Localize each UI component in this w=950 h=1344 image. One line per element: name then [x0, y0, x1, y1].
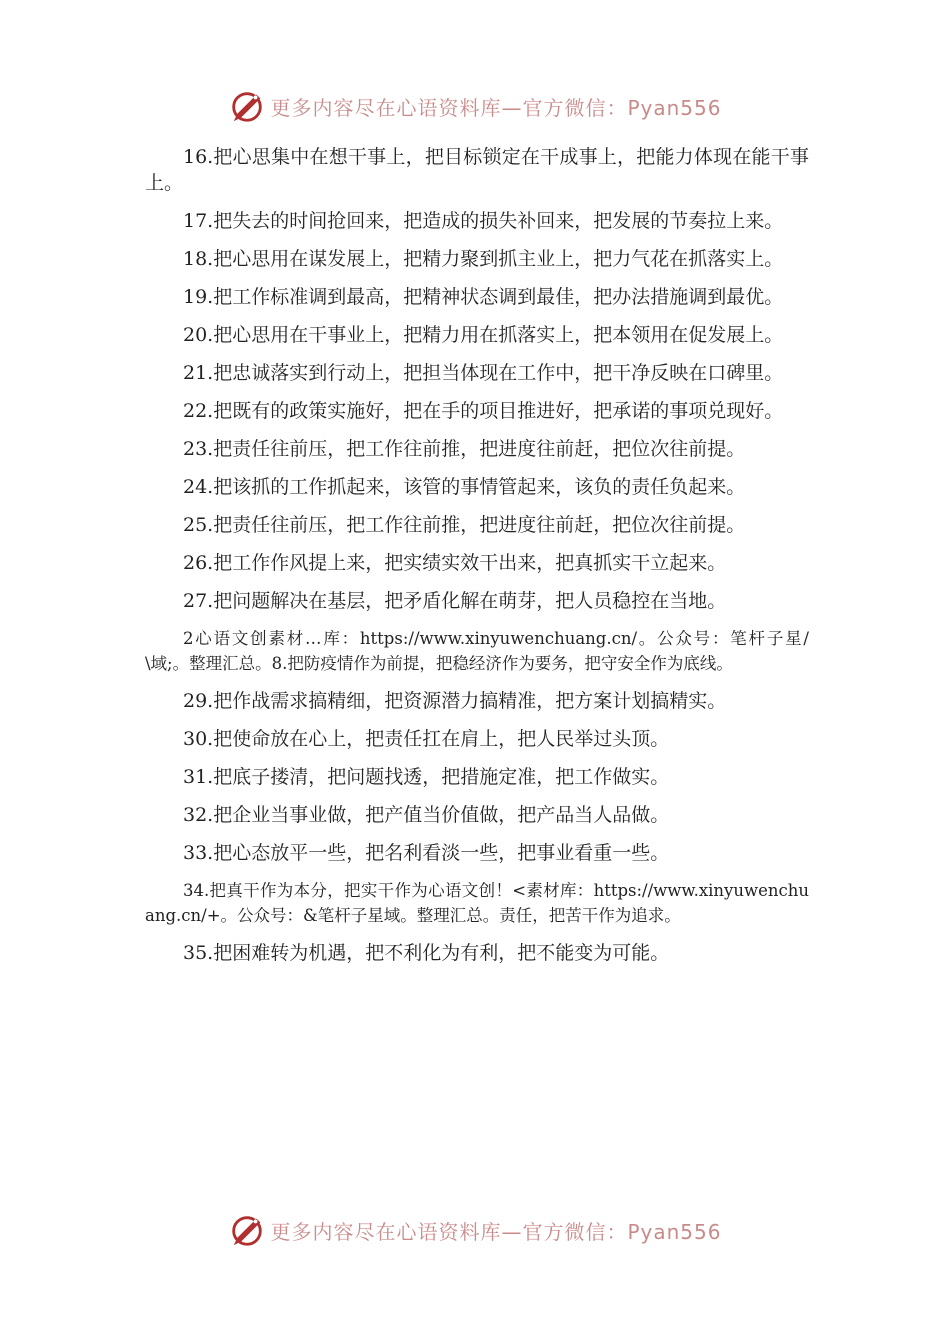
paragraph-26: 26.把工作作风提上来，把实绩实效干出来，把真抓实干立起来。: [183, 552, 727, 574]
paragraph-33: 33.把心态放平一些，把名利看淡一些，把事业看重一些。: [183, 842, 670, 864]
paragraph-19: 19.把工作标准调到最高，把精神状态调到最佳，把办法措施调到最优。: [183, 286, 784, 308]
pen-logo-icon: [228, 87, 266, 125]
header-banner: [0, 84, 950, 128]
paragraph-18: 18.把心思用在谋发展上，把精力聚到抓主业上，把力气花在抓落实上。: [183, 248, 784, 270]
paragraph-31: 31.把底子搂清，把问题找透，把措施定准，把工作做实。: [183, 766, 670, 788]
footer-banner: [0, 1208, 950, 1252]
paragraph-25: 25.把责任往前压，把工作往前推，把进度往前赶，把位次往前提。: [183, 514, 746, 536]
header-banner-text: 更多内容尽在心语资料库—官方微信：Pyan556: [270, 95, 722, 120]
paragraph-23: 23.把责任往前压，把工作往前推，把进度往前赶，把位次往前提。: [183, 438, 746, 460]
document-body: [145, 144, 809, 966]
paragraph-20: 20.把心思用在干事业上，把精力用在抓落实上，把本领用在促发展上。: [183, 324, 784, 346]
paragraph-16: 16.把心思集中在想干事上，把目标锁定在干成事上，把能力体现在能干事上。: [145, 146, 809, 194]
paragraph-21: 21.把忠诚落实到行动上，把担当体现在工作中，把干净反映在口碑里。: [183, 362, 784, 384]
paragraph-35: 35.把困难转为机遇，把不利化为有利，把不能变为可能。: [183, 942, 670, 964]
paragraph-27: 27.把问题解决在基层，把矛盾化解在萌芽，把人员稳控在当地。: [183, 590, 727, 612]
pen-logo-icon: [228, 1211, 266, 1249]
paragraph-32: 32.把企业当事业做，把产值当价值做，把产品当人品做。: [183, 804, 670, 826]
paragraph-24: 24.把该抓的工作抓起来，该管的事情管起来，该负的责任负起来。: [183, 476, 746, 498]
paragraph-34: 34.把真干作为本分，把实干作为心语文创！<素材库：https://www.xinyuwenchuang.cn/+。公众号：&笔杆子星域。整理汇总。责任，把苦干作为追求。: [145, 881, 809, 925]
paragraph-29: 29.把作战需求搞精细，把资源潜力搞精准，把方案计划搞精实。: [183, 690, 727, 712]
paragraph-22: 22.把既有的政策实施好，把在手的项目推进好，把承诺的事项兑现好。: [183, 400, 784, 422]
paragraph-30: 30.把使命放在心上，把责任扛在肩上，把人民举过头顶。: [183, 728, 670, 750]
paragraph-17: 17.把失去的时间抢回来，把造成的损失补回来，把发展的节奏拉上来。: [183, 210, 784, 232]
footer-banner-text: 更多内容尽在心语资料库—官方微信：Pyan556: [270, 1219, 722, 1244]
paragraph-28: 2心语文创素材…库：https://www.xinyuwenchuang.cn/。公众号：笔杆子星/\域;。整理汇总。8.把防疫情作为前提，把稳经济作为要务，把守安全作为底线。: [145, 629, 809, 673]
